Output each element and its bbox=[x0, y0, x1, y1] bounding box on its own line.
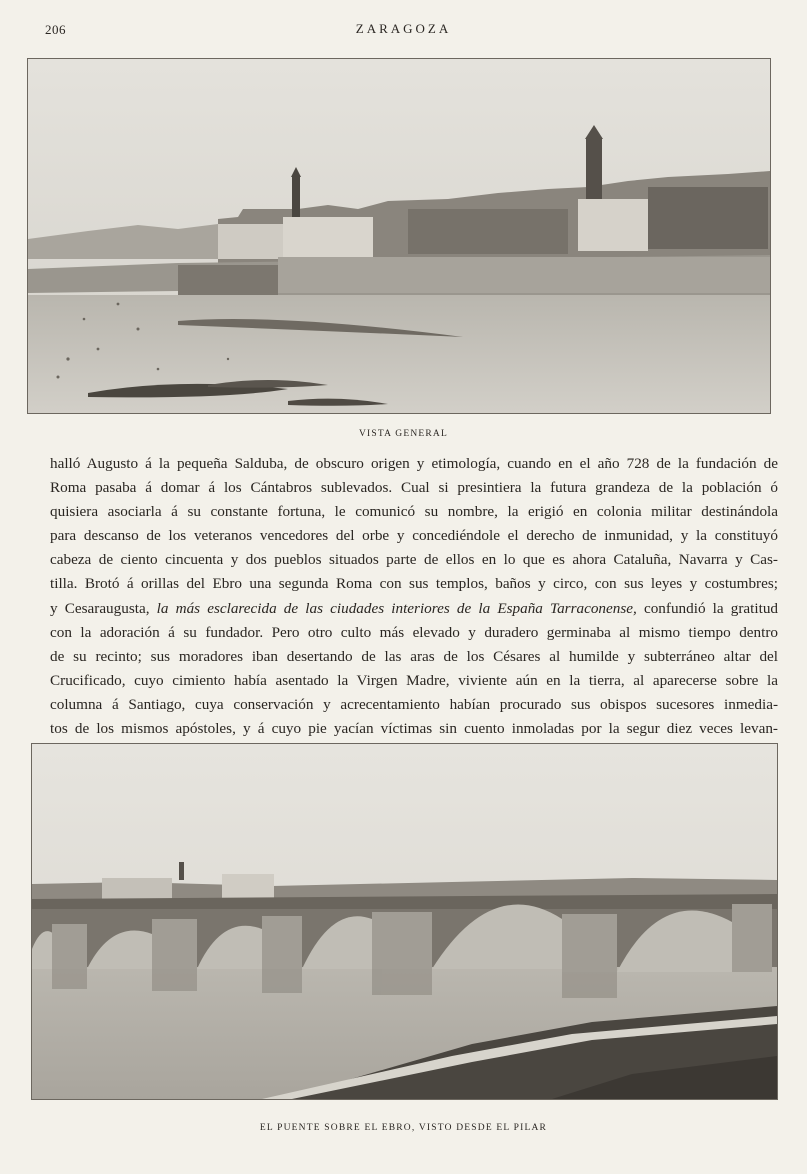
body-paragraph bbox=[50, 452, 778, 765]
body-line-7-italic: la más esclarecida de las ciudades interiores de la España Tarraconense, bbox=[156, 599, 637, 617]
caption-bridge: EL PUENTE SOBRE EL EBRO, VISTO DESDE EL PILAR bbox=[259, 1123, 548, 1133]
photo-bridge bbox=[31, 743, 778, 1100]
body-line-7-end: confundió la gratitud bbox=[643, 599, 779, 617]
page-number: 206 bbox=[45, 22, 66, 37]
caption-general-view: VISTA GENERAL bbox=[359, 429, 448, 439]
body-line-8: con la adoración á su fundador. Pero otro culto más elevado y duradero germinaba al mismo tiempo dentro bbox=[50, 623, 778, 641]
body-line-2: Roma pasaba á domar á los Cántabros sublevados. Cual si presintiera la futura grandeza de la población ó bbox=[50, 479, 778, 497]
photo-general-view-image bbox=[28, 59, 770, 413]
body-line-9: de su recinto; sus moradores iban desertando de las aras de los Césares al humilde y subterráneo altar del bbox=[50, 647, 778, 665]
body-line-6: tilla. Brotó á orillas del Ebro una segunda Roma con sus templos, baños y circo, con sus leyes y costumbres; bbox=[50, 575, 778, 593]
body-line-4: para descanso de los veteranos vencedores del orbe y concediéndole el derecho de inmunidad, y la constituyó bbox=[50, 527, 778, 545]
running-title: ZARAGOZA bbox=[355, 21, 452, 36]
body-line-10: Crucificado, cuyo cimiento había asentado la Virgen Madre, viviente aún en la tierra, al aparecerse sobre la bbox=[50, 671, 778, 689]
body-line-1: halló Augusto á la pequeña Salduba, de obscuro origen y etimología, cuando en el año 728 de la fundación de bbox=[50, 455, 778, 472]
photo-general-view bbox=[27, 58, 771, 414]
body-line-5: cabeza de ciento cincuenta y dos pueblos situados parte de ellos en lo que es ahora Cataluña, Navarra y Cas- bbox=[50, 551, 778, 569]
body-line-11: columna á Santiago, cuya conservación y acrecentamiento habían procurado sus obispos sucesores inmedia- bbox=[50, 695, 778, 713]
photo-bridge-image bbox=[32, 744, 777, 1099]
body-line-12: tos de los mismos apóstoles, y á cuyo pie yacían víctimas sin cuento inmoladas por la segur diez veces levan- bbox=[50, 720, 778, 738]
body-line-7 bbox=[50, 597, 778, 621]
body-line-7-start: y Cesaraugusta, bbox=[50, 599, 150, 617]
body-line-3: quisiera asociarla á su constante fortuna, le comunicó su nombre, la erigió en colonia militar destinándola bbox=[50, 503, 778, 521]
